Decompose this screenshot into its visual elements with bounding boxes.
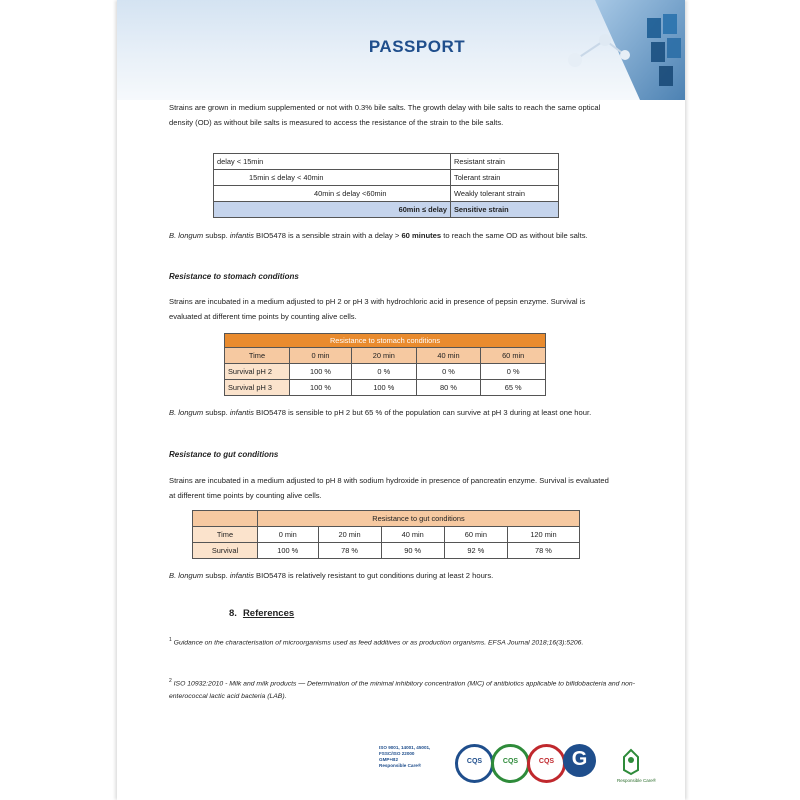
condition-cell: 60min ≤ delay — [214, 202, 451, 218]
gut-table — [192, 510, 580, 559]
footnote-text: ISO 10932:2010 - Milk and milk products — Determination of the minimal inhibitory concentration (MIC) of antibiotics applicable to bifidobacteria and non-enterococcal lactic acid bacteria (LAB). — [169, 680, 635, 701]
table-cell: 100 % — [290, 364, 352, 380]
cqs-seal-logo: CQS — [527, 744, 566, 783]
result-cell: Resistant strain — [451, 154, 559, 170]
document-page — [117, 0, 685, 800]
header-cell: 20 min — [318, 527, 381, 543]
header-cell: 0 min — [290, 348, 352, 364]
result-cell: Sensitive strain — [451, 202, 559, 218]
cqs-seal-logo: CQS — [455, 744, 494, 783]
variety-name: infantis — [229, 408, 254, 417]
table-cell: 92 % — [444, 543, 507, 559]
responsible-care-label: Responsible Care® — [617, 778, 657, 783]
table-cell: 78 % — [507, 543, 579, 559]
variety-name: infantis — [229, 231, 254, 240]
conclusion-text: to reach the same OD as without bile salts. — [443, 231, 588, 240]
table-cell: 0 % — [416, 364, 481, 380]
row-label: Survival pH 2 — [225, 364, 290, 380]
table-cell: 80 % — [416, 380, 481, 396]
bile-intro: Strains are grown in medium supplemented or not with 0.3% bile salts. The growth delay with bile salts to reach the same optical density (OD) as without bile salts is measured to access the resistance of the strain to the bile salts. — [169, 103, 601, 127]
table-title: Resistance to stomach conditions — [225, 334, 546, 348]
condition-cell: delay < 15min — [214, 154, 451, 170]
header-cell: 0 min — [258, 527, 319, 543]
table-cell: 0 % — [351, 364, 416, 380]
table-row — [214, 186, 559, 202]
table-header-row — [225, 348, 546, 364]
footnote-text: Guidance on the characterisation of microorganisms used as feed additives or as production organisms. EFSA Journal 2018;16(3):5206. — [173, 639, 584, 647]
variety-name: infantis — [229, 571, 254, 580]
header-banner — [117, 0, 685, 100]
conclusion-highlight: 60 minutes — [401, 231, 442, 240]
table-cell: 78 % — [318, 543, 381, 559]
table-cell: 0 % — [481, 364, 546, 380]
header-cell: 120 min — [507, 527, 579, 543]
stomach-heading: Resistance to stomach conditions — [169, 272, 299, 281]
table-row — [214, 154, 559, 170]
condition-cell: 15min ≤ delay < 40min — [214, 170, 451, 186]
stomach-intro: Strains are incubated in a medium adjusted to pH 2 or pH 3 with hydrochloric acid in presence of pepsin enzyme. Survival is evaluated at different time points by counting alive cells. — [169, 297, 586, 321]
header-cell: 40 min — [416, 348, 481, 364]
subsp-label: subsp. — [205, 571, 228, 580]
table-row — [225, 364, 546, 380]
section-title: References — [242, 608, 295, 619]
table-cell: 100 % — [290, 380, 352, 396]
table-cell: 100 % — [351, 380, 416, 396]
conclusion-text: BIO5478 is relatively resistant to gut conditions during at least 2 hours. — [256, 571, 494, 580]
gut-conclusion — [169, 568, 609, 583]
section-number: 8. — [229, 608, 237, 619]
molecule-graphic — [555, 0, 685, 100]
header-cell: 60 min — [481, 348, 546, 364]
table-cell: 90 % — [381, 543, 444, 559]
table-row-highlighted — [214, 202, 559, 218]
conclusion-text: BIO5478 is a sensible strain with a delay > — [256, 231, 400, 240]
row-label: Survival pH 3 — [225, 380, 290, 396]
responsible-care-icon — [620, 748, 642, 776]
footnote-marker: 2 — [169, 678, 172, 684]
stomach-table — [224, 333, 546, 396]
gut-intro: Strains are incubated in a medium adjusted to pH 8 with sodium hydroxide in presence of pancreatin enzyme. Survival is evaluated at different time points by counting alive cells. — [169, 476, 609, 500]
table-cell: 65 % — [481, 380, 546, 396]
gut-heading: Resistance to gut conditions — [169, 450, 279, 459]
footnote — [169, 634, 661, 649]
result-cell: Weakly tolerant strain — [451, 186, 559, 202]
condition-cell: 40min ≤ delay <60min — [214, 186, 451, 202]
species-name: B. longum — [169, 408, 204, 417]
page-title: PASSPORT — [368, 37, 466, 56]
subsp-label: subsp. — [205, 231, 228, 240]
table-title: Resistance to gut conditions — [258, 511, 580, 527]
header-cell: Time — [193, 527, 258, 543]
species-name: B. longum — [169, 571, 204, 580]
row-label: Survival — [193, 543, 258, 559]
certification-g-logo: G — [563, 744, 596, 777]
header-cell: 60 min — [444, 527, 507, 543]
footnote — [169, 675, 661, 703]
header-cell: 40 min — [381, 527, 444, 543]
subsp-label: subsp. — [205, 408, 228, 417]
table-header-row — [193, 527, 580, 543]
result-cell: Tolerant strain — [451, 170, 559, 186]
table-cell: 100 % — [258, 543, 319, 559]
stomach-conclusion — [169, 405, 609, 420]
references-heading — [229, 608, 294, 619]
table-row — [225, 380, 546, 396]
bile-table — [213, 153, 559, 218]
species-name: B. longum — [169, 231, 204, 240]
bile-conclusion — [169, 228, 609, 243]
conclusion-text: BIO5478 is sensible to pH 2 but 65 % of the population can survive at pH 3 during at least one hour. — [256, 408, 592, 417]
footnote-marker: 1 — [169, 637, 172, 643]
table-row — [193, 543, 580, 559]
table-row — [214, 170, 559, 186]
cqs-seal-logo: CQS — [491, 744, 530, 783]
header-cell: 20 min — [351, 348, 416, 364]
header-cell: Time — [225, 348, 290, 364]
certification-text: ISO 9001, 14001, 45001, FSSC/ISO 22000 GMP+B2 Responsible Care® — [379, 745, 431, 768]
